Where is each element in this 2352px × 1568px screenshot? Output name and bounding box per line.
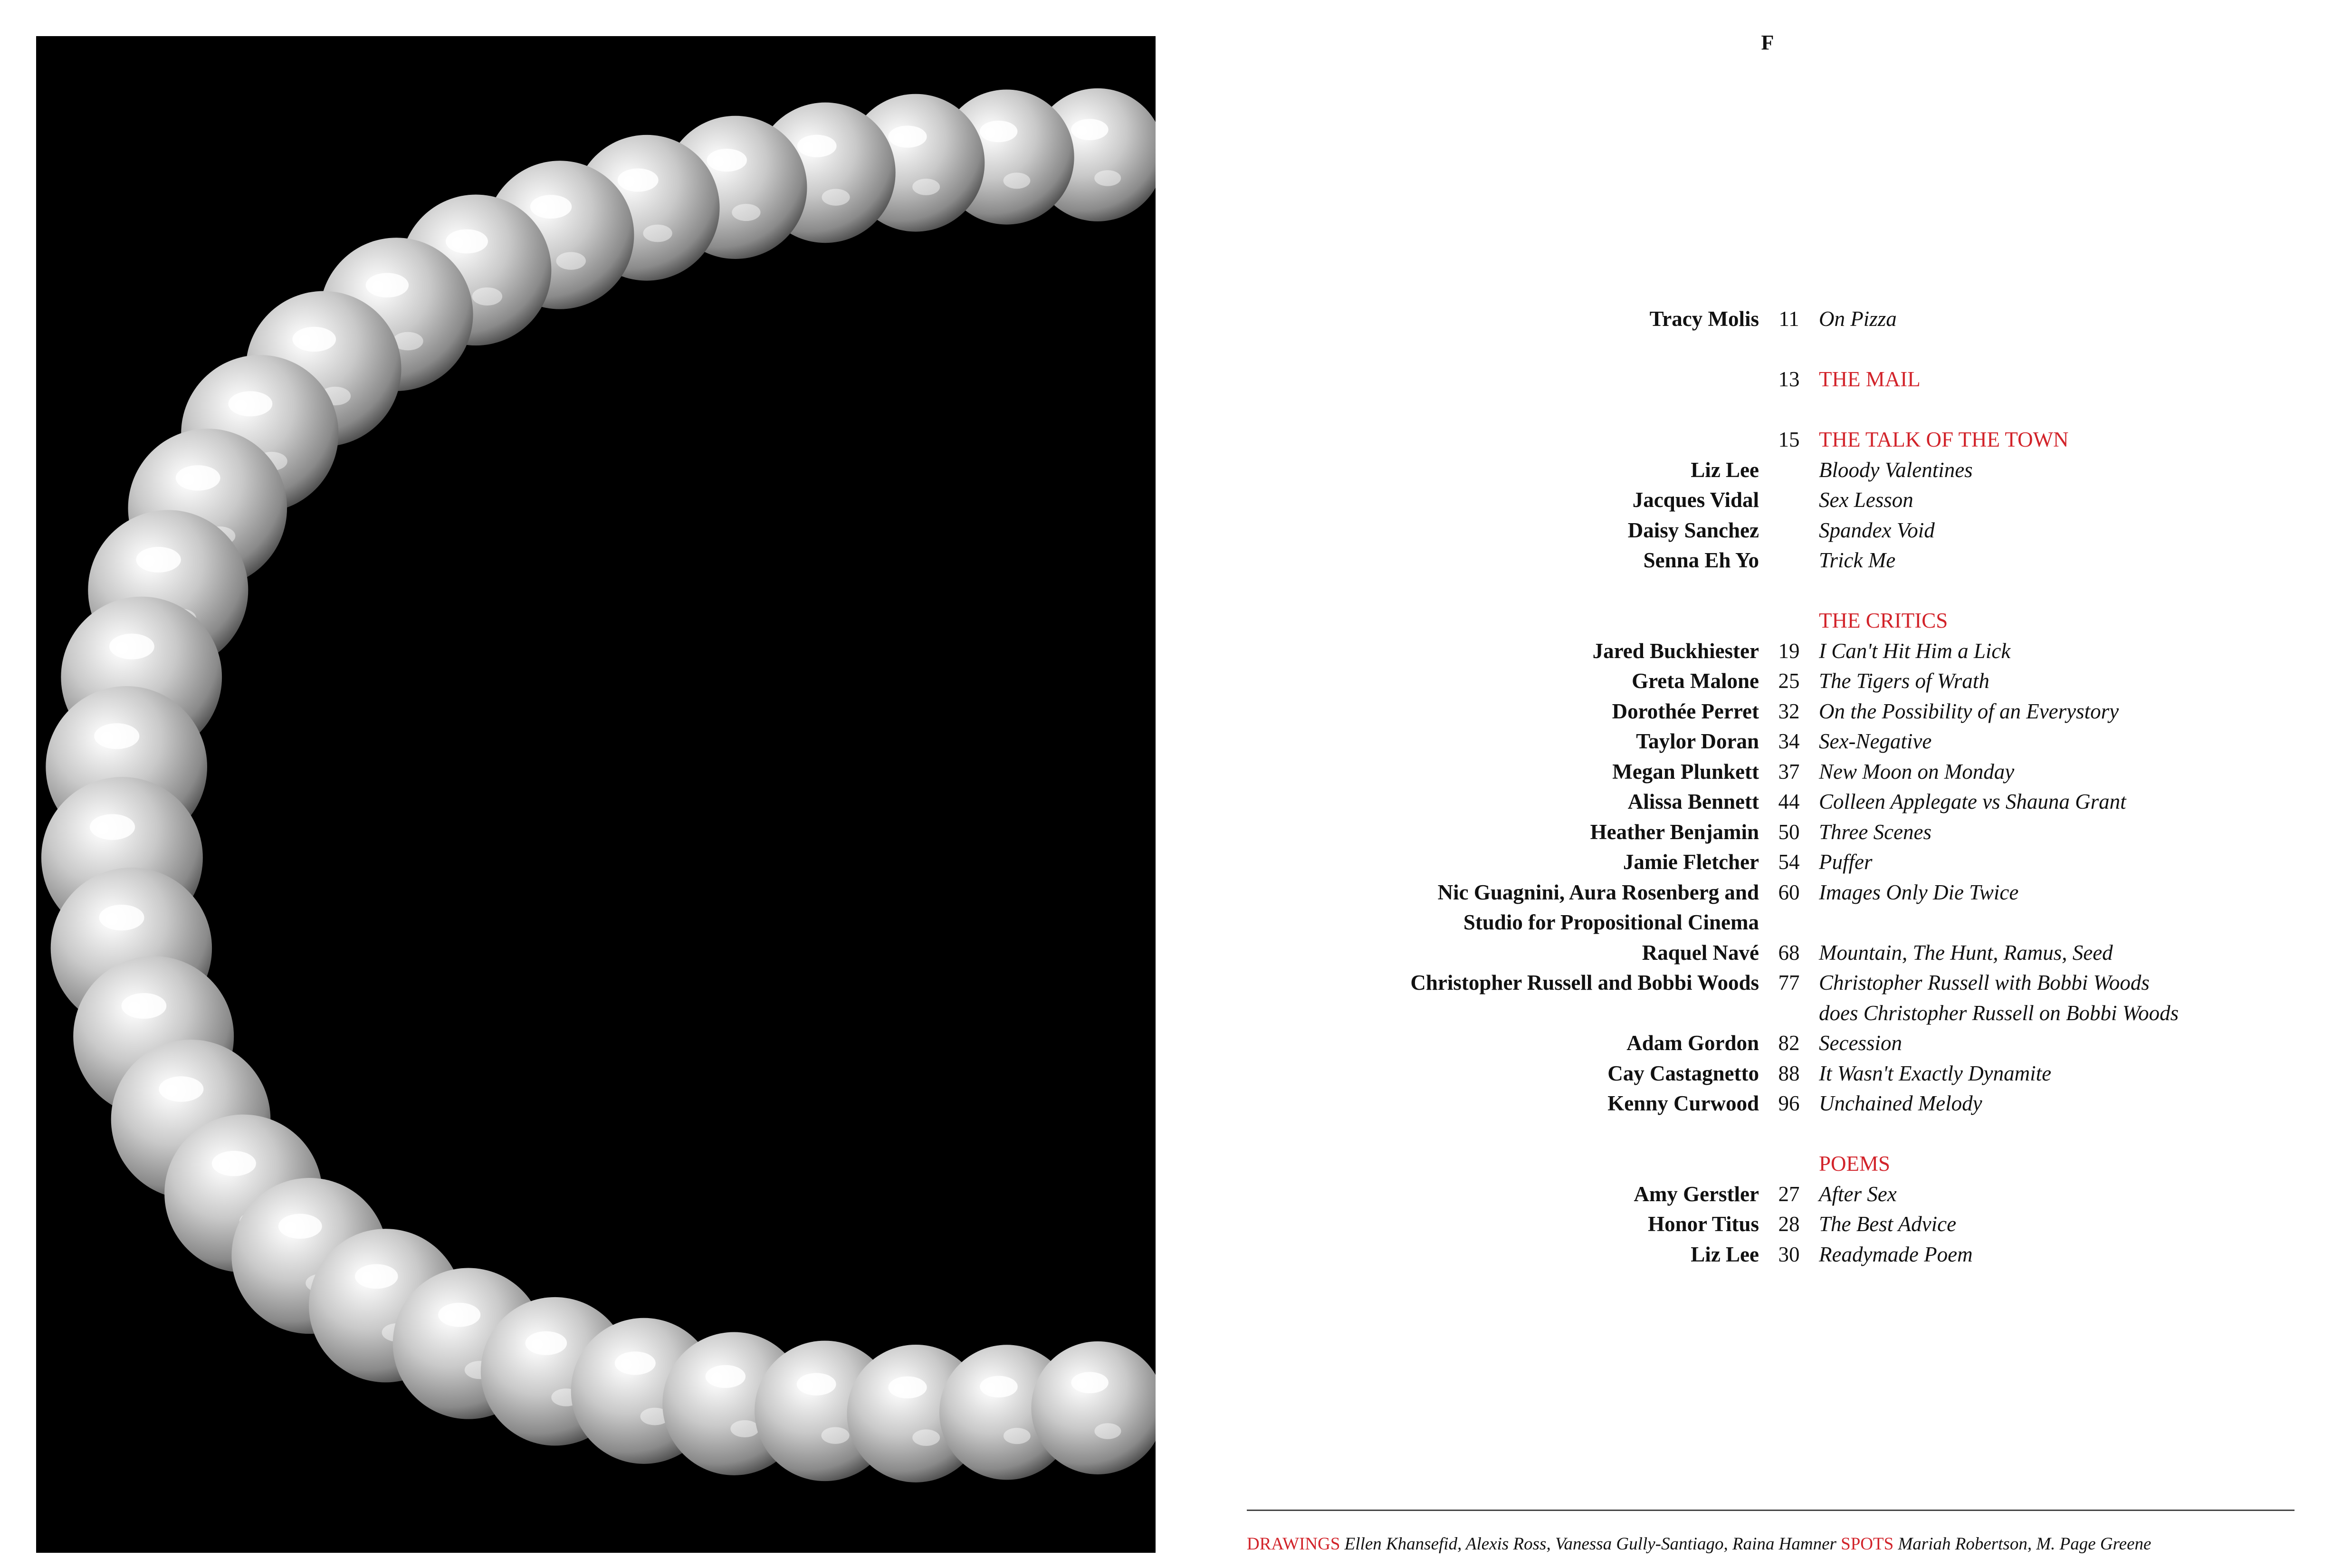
toc-entry-row — [1378, 1028, 2281, 1059]
toc-entry-row — [1378, 636, 2281, 667]
toc-article-title: Images Only Die Twice — [1819, 880, 2019, 904]
toc-article-title: Spandex Void — [1819, 518, 1935, 542]
toc-section-title: THE CRITICS — [1819, 609, 1948, 632]
pearl-necklace-illustration — [36, 36, 1156, 1553]
toc-author: Adam Gordon — [1626, 1031, 1759, 1055]
page-letter: F — [1761, 31, 1774, 54]
toc-article-title: Unchained Melody — [1819, 1091, 1982, 1115]
toc-page-number — [1759, 485, 1819, 516]
toc-entry-row — [1378, 455, 2281, 486]
spots-names: Mariah Robertson, M. Page Greene — [1898, 1534, 2151, 1554]
toc-author: Jared Buckhiester — [1592, 639, 1759, 663]
toc-page-number: 15 — [1778, 428, 1800, 451]
toc-article-title: does Christopher Russell on Bobbi Woods — [1819, 1001, 2179, 1025]
toc-author: Daisy Sanchez — [1627, 518, 1759, 542]
toc-entry-row — [1378, 968, 2281, 998]
toc-author: Senna Eh Yo — [1643, 548, 1759, 572]
toc-page-number: 77 — [1778, 971, 1800, 994]
toc-page-number: 44 — [1778, 790, 1800, 813]
toc-page-number: 68 — [1778, 940, 1800, 965]
toc-spacer — [1378, 1119, 2281, 1149]
drawings-label: DRAWINGS — [1247, 1534, 1340, 1554]
toc-page-number: 28 — [1778, 1212, 1800, 1236]
toc-page-number — [1759, 516, 1819, 546]
toc-entry-row — [1378, 847, 2281, 878]
toc-entry-row — [1378, 545, 2281, 576]
toc-entry-row — [1378, 1059, 2281, 1089]
toc-article-title: After Sex — [1819, 1182, 1897, 1206]
toc-page-number: 32 — [1778, 699, 1800, 723]
toc-page-number: 11 — [1778, 307, 1799, 331]
toc-article-title: Three Scenes — [1819, 820, 1931, 844]
toc-article-title: It Wasn't Exactly Dynamite — [1819, 1061, 2052, 1085]
toc-section-row — [1378, 1149, 2281, 1179]
toc-page-number — [1759, 1149, 1819, 1179]
toc-entry-row — [1378, 878, 2281, 908]
toc-article-title: Colleen Applegate vs Shauna Grant — [1819, 790, 2126, 813]
toc-section-title: POEMS — [1819, 1152, 1891, 1176]
table-of-contents — [1378, 304, 2281, 1270]
toc-article-title: Bloody Valentines — [1819, 458, 1973, 482]
toc-article-title: On Pizza — [1819, 307, 1897, 331]
toc-section-row — [1378, 606, 2281, 636]
toc-article-title: Christopher Russell with Bobbi Woods — [1819, 971, 2150, 994]
toc-page-number: 82 — [1778, 1031, 1800, 1055]
toc-page-number: 60 — [1778, 880, 1800, 904]
toc-author: Greta Malone — [1632, 669, 1759, 693]
toc-spacer — [1378, 395, 2281, 425]
toc-page-number — [1759, 455, 1819, 486]
toc-author: Jacques Vidal — [1632, 488, 1759, 512]
toc-page-number: 37 — [1778, 759, 1800, 784]
toc-spacer — [1378, 335, 2281, 365]
toc-entry-row — [1378, 998, 2281, 1029]
toc-entry-row — [1378, 787, 2281, 817]
toc-entry-row — [1378, 1179, 2281, 1210]
toc-page-number: 27 — [1778, 1182, 1800, 1206]
toc-author: Taylor Doran — [1636, 729, 1759, 753]
toc-entry-row — [1378, 1089, 2281, 1119]
toc-author: Alissa Bennett — [1627, 790, 1759, 813]
toc-page-number: 30 — [1778, 1242, 1800, 1266]
toc-article-title: Mountain, The Hunt, Ramus, Seed — [1819, 940, 2113, 965]
toc-page-number: 19 — [1778, 639, 1800, 663]
toc-page-number: 96 — [1778, 1091, 1800, 1115]
toc-author: Heather Benjamin — [1590, 820, 1759, 844]
toc-article-title: Readymade Poem — [1819, 1242, 1973, 1266]
toc-section-title: THE TALK OF THE TOWN — [1819, 428, 2069, 451]
toc-article-title: Secession — [1819, 1031, 1902, 1055]
toc-author: Liz Lee — [1691, 1242, 1759, 1266]
toc-entry-row — [1378, 908, 2281, 938]
toc-article-title: Sex-Negative — [1819, 729, 1932, 753]
toc-section-title: THE MAIL — [1819, 367, 1921, 391]
toc-page-number: 54 — [1778, 850, 1800, 874]
toc-author: Liz Lee — [1691, 458, 1759, 482]
toc-entry-row — [1378, 516, 2281, 546]
pearl-necklace-photo — [36, 36, 1156, 1553]
toc-entry-row — [1378, 666, 2281, 697]
toc-page-number — [1759, 908, 1819, 938]
toc-entry-row — [1378, 757, 2281, 787]
toc-author — [1378, 998, 1759, 1029]
toc-article-title: The Best Advice — [1819, 1212, 1957, 1236]
toc-author: Megan Plunkett — [1612, 759, 1759, 784]
toc-article-title: New Moon on Monday — [1819, 759, 2015, 784]
toc-page-number: 50 — [1778, 820, 1800, 844]
toc-article-title: Sex Lesson — [1819, 488, 1913, 512]
toc-author: Dorothée Perret — [1612, 699, 1759, 723]
toc-author: Studio for Propositional Cinema — [1463, 910, 1759, 934]
toc-page-number: 25 — [1778, 669, 1800, 693]
toc-entry-row — [1378, 485, 2281, 516]
toc-article-title: Trick Me — [1819, 548, 1896, 572]
toc-author: Cay Castagnetto — [1607, 1061, 1759, 1085]
toc-author: Honor Titus — [1648, 1212, 1759, 1236]
toc-author — [1378, 1149, 1759, 1179]
toc-page-number: 13 — [1778, 367, 1800, 391]
toc-author — [1378, 606, 1759, 636]
toc-author: Nic Guagnini, Aura Rosenberg and — [1437, 880, 1759, 904]
toc-entry-row — [1378, 304, 2281, 335]
credits-line — [1247, 1534, 2151, 1554]
toc-author: Christopher Russell and Bobbi Woods — [1410, 971, 1759, 994]
toc-entry-row — [1378, 697, 2281, 727]
toc-article-title: On the Possibility of an Everystory — [1819, 699, 2119, 723]
toc-page-number — [1759, 545, 1819, 576]
toc-author — [1378, 364, 1759, 395]
toc-section-row — [1378, 364, 2281, 395]
toc-section-row — [1378, 425, 2281, 455]
footer-divider — [1247, 1510, 2295, 1511]
toc-entry-row — [1378, 938, 2281, 968]
toc-entry-row — [1378, 817, 2281, 848]
toc-entry-row — [1378, 1240, 2281, 1270]
toc-page-number — [1759, 998, 1819, 1029]
toc-page-number — [1759, 606, 1819, 636]
drawings-names: Ellen Khansefid, Alexis Ross, Vanessa Gully-Santiago, Raina Hamner — [1344, 1534, 1836, 1554]
toc-page-number: 88 — [1778, 1061, 1800, 1085]
toc-author: Jamie Fletcher — [1623, 850, 1759, 874]
toc-page-number: 34 — [1778, 729, 1800, 753]
toc-article-title: Puffer — [1819, 850, 1873, 874]
toc-author: Tracy Molis — [1649, 307, 1759, 331]
toc-entry-row — [1378, 727, 2281, 757]
toc-article-title: I Can't Hit Him a Lick — [1819, 639, 2011, 663]
toc-entry-row — [1378, 1209, 2281, 1240]
toc-spacer — [1378, 576, 2281, 606]
toc-author — [1378, 425, 1759, 455]
toc-author: Kenny Curwood — [1607, 1091, 1759, 1115]
toc-author: Amy Gerstler — [1634, 1182, 1759, 1206]
toc-article-title: The Tigers of Wrath — [1819, 669, 1989, 693]
toc-author: Raquel Navé — [1642, 940, 1759, 965]
spots-label: SPOTS — [1841, 1534, 1894, 1554]
